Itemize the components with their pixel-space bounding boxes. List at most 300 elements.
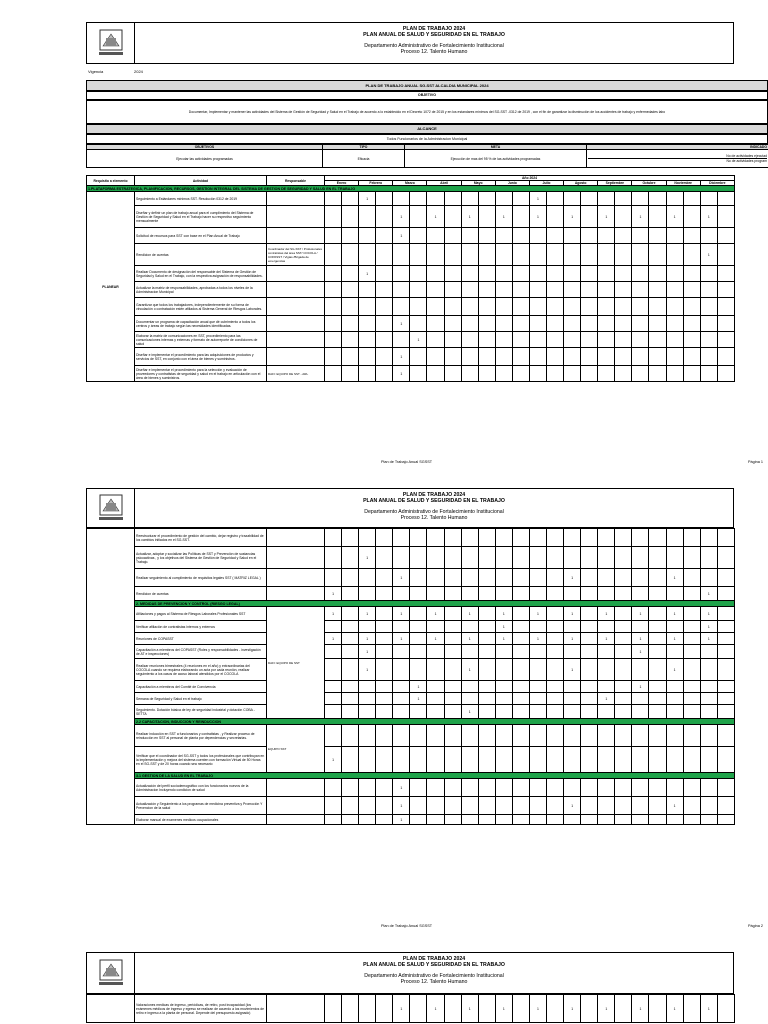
- schedule-cell: [444, 316, 461, 332]
- schedule-cell: [717, 621, 734, 633]
- schedule-cell: [547, 587, 564, 601]
- header-subtitle: PLAN ANUAL DE SALUD Y SEGURIDAD EN EL TRABAJO: [363, 962, 505, 968]
- schedule-cell: [478, 621, 495, 633]
- schedule-cell: [512, 206, 529, 228]
- responsable-cell: [267, 298, 325, 316]
- schedule-cell: 1: [598, 693, 615, 705]
- schedule-cell: [547, 266, 564, 282]
- schedule-cell: [410, 244, 427, 266]
- schedule-cell: [461, 779, 478, 797]
- schedule-cell: [427, 298, 444, 316]
- schedule-cell: [325, 316, 342, 332]
- month-header: Octubre: [632, 181, 666, 186]
- schedule-cell: [393, 529, 410, 547]
- schedule-cell: [410, 633, 427, 645]
- schedule-cell: [581, 747, 598, 773]
- schedule-cell: [683, 282, 700, 298]
- activity-cell: Reuniones de COPASST: [135, 633, 267, 645]
- schedule-cell: [512, 747, 529, 773]
- schedule-cell: [376, 693, 393, 705]
- schedule-cell: [495, 298, 512, 316]
- schedule-cell: [444, 244, 461, 266]
- schedule-cell: [581, 779, 598, 797]
- section-header: 2. MEDIDAS DE PREVENCION Y CONTROL (RIESGO LEGAL): [135, 601, 735, 607]
- schedule-cell: [444, 797, 461, 815]
- schedule-cell: [683, 298, 700, 316]
- schedule-cell: [666, 693, 683, 705]
- schedule-cell: [512, 192, 529, 206]
- schedule-cell: [598, 366, 615, 382]
- activity-cell: Garantizar que todos los trabajadores, independientemente de su forma de vinculación o contratación estén afiliados al Sistema General de Riesgos Laborales.: [135, 298, 267, 316]
- schedule-cell: [461, 815, 478, 825]
- schedule-cell: [495, 693, 512, 705]
- schedule-cell: [581, 348, 598, 366]
- schedule-cell: 1: [410, 681, 427, 693]
- schedule-cell: [393, 282, 410, 298]
- schedule-cell: [342, 587, 359, 601]
- schedule-cell: [581, 569, 598, 587]
- schedule-cell: [444, 366, 461, 382]
- schedule-cell: [683, 192, 700, 206]
- schedule-cell: [564, 366, 581, 382]
- schedule-cell: 1: [359, 633, 376, 645]
- schedule-cell: [427, 316, 444, 332]
- schedule-cell: [564, 529, 581, 547]
- responsable-cell: [267, 547, 325, 569]
- schedule-cell: [461, 621, 478, 633]
- schedule-cell: [581, 266, 598, 282]
- schedule-cell: [461, 645, 478, 659]
- header-process: Proceso 12. Talento Humano: [400, 49, 468, 55]
- schedule-cell: 1: [666, 206, 683, 228]
- schedule-cell: 1: [393, 316, 410, 332]
- schedule-cell: [615, 348, 632, 366]
- schedule-cell: [598, 192, 615, 206]
- schedule-cell: [495, 815, 512, 825]
- objetivo-value: Ejecutar las actividades programadas: [87, 150, 323, 168]
- schedule-cell: [495, 228, 512, 244]
- schedule-cell: [547, 607, 564, 621]
- schedule-cell: [598, 529, 615, 547]
- schedule-cell: [683, 725, 700, 747]
- schedule-cell: [359, 621, 376, 633]
- schedule-cell: 1: [564, 206, 581, 228]
- responsable-header: Responsable: [267, 176, 325, 186]
- schedule-cell: [649, 348, 666, 366]
- schedule-cell: [376, 547, 393, 569]
- schedule-cell: [547, 282, 564, 298]
- schedule-cell: [444, 266, 461, 282]
- schedule-cell: [342, 633, 359, 645]
- schedule-cell: [410, 995, 427, 1023]
- schedule-cell: [393, 659, 410, 681]
- schedule-cell: [581, 282, 598, 298]
- schedule-cell: [325, 797, 342, 815]
- schedule-cell: [495, 348, 512, 366]
- schedule-cell: [615, 266, 632, 282]
- schedule-cell: [410, 587, 427, 601]
- schedule-cell: [700, 779, 717, 797]
- schedule-cell: [700, 725, 717, 747]
- schedule-cell: [717, 282, 734, 298]
- schedule-cell: [495, 282, 512, 298]
- schedule-cell: [512, 815, 529, 825]
- schedule-cell: [342, 547, 359, 569]
- schedule-cell: [342, 725, 359, 747]
- schedule-cell: [632, 693, 649, 705]
- schedule-cell: [427, 529, 444, 547]
- schedule-cell: [325, 348, 342, 366]
- schedule-cell: [683, 797, 700, 815]
- schedule-cell: [529, 725, 546, 747]
- schedule-cell: 1: [393, 569, 410, 587]
- schedule-cell: [666, 228, 683, 244]
- schedule-cell: [410, 298, 427, 316]
- schedule-cell: [529, 621, 546, 633]
- schedule-cell: [683, 659, 700, 681]
- schedule-cell: [376, 815, 393, 825]
- schedule-cell: [615, 681, 632, 693]
- schedule-cell: [325, 645, 342, 659]
- schedule-cell: [564, 348, 581, 366]
- schedule-cell: [700, 298, 717, 316]
- schedule-cell: [632, 705, 649, 719]
- meta-value: Ejecución de mas del 95 % de las actividades programadas: [405, 150, 587, 168]
- schedule-cell: [342, 797, 359, 815]
- schedule-cell: [666, 298, 683, 316]
- schedule-cell: [444, 607, 461, 621]
- schedule-cell: [564, 645, 581, 659]
- schedule-cell: [547, 316, 564, 332]
- schedule-cell: [359, 693, 376, 705]
- schedule-cell: 1: [564, 797, 581, 815]
- schedule-cell: [700, 797, 717, 815]
- schedule-cell: [512, 633, 529, 645]
- activity-cell: Diseñar y definir un plan de trabajo anual para el cumplimiento del Sistema de Gestión de Seguridad y Salud en el Trabajo hacer su respectivo seguimiento mensualmente: [135, 206, 267, 228]
- schedule-cell: [649, 206, 666, 228]
- schedule-cell: [615, 206, 632, 228]
- municipal-logo: [87, 489, 135, 527]
- schedule-cell: [325, 569, 342, 587]
- schedule-cell: [700, 645, 717, 659]
- schedule-cell: 1: [666, 607, 683, 621]
- schedule-cell: [444, 348, 461, 366]
- schedule-cell: [359, 681, 376, 693]
- responsable-cell: [267, 529, 325, 547]
- schedule-cell: [444, 547, 461, 569]
- schedule-cell: [359, 815, 376, 825]
- schedule-cell: [717, 192, 734, 206]
- schedule-cell: [632, 797, 649, 815]
- schedule-cell: [427, 547, 444, 569]
- schedule-cell: [581, 366, 598, 382]
- schedule-cell: [410, 547, 427, 569]
- schedule-cell: [547, 747, 564, 773]
- activity-cell: Elaborar manual de examenes medicos ocupacionales: [135, 815, 267, 825]
- schedule-cell: [615, 725, 632, 747]
- schedule-cell: [512, 244, 529, 266]
- schedule-cell: [410, 621, 427, 633]
- schedule-cell: [615, 366, 632, 382]
- schedule-cell: 1: [666, 659, 683, 681]
- schedule-cell: 1: [495, 206, 512, 228]
- schedule-cell: [717, 815, 734, 825]
- schedule-cell: [376, 266, 393, 282]
- schedule-cell: [512, 332, 529, 348]
- schedule-cell: [666, 681, 683, 693]
- schedule-cell: [359, 797, 376, 815]
- schedule-cell: [512, 659, 529, 681]
- schedule-cell: [376, 332, 393, 348]
- schedule-cell: [717, 332, 734, 348]
- plan-title: PLAN DE TRABAJO ANUAL SG-SST ALCALDIA MUNICIPAL 2024: [86, 80, 768, 91]
- schedule-cell: [615, 244, 632, 266]
- schedule-cell: [632, 192, 649, 206]
- tipo-value: Eficacia: [323, 150, 405, 168]
- schedule-cell: [512, 228, 529, 244]
- schedule-cell: [649, 693, 666, 705]
- schedule-cell: [615, 621, 632, 633]
- schedule-cell: [512, 797, 529, 815]
- responsable-cell: [267, 995, 325, 1023]
- schedule-cell: 1: [393, 995, 410, 1023]
- schedule-cell: [325, 192, 342, 206]
- schedule-cell: [342, 332, 359, 348]
- schedule-cell: [410, 192, 427, 206]
- schedule-cell: [683, 332, 700, 348]
- schedule-cell: [478, 747, 495, 773]
- municipal-logo: [87, 23, 135, 63]
- schedule-cell: [478, 693, 495, 705]
- schedule-cell: [410, 206, 427, 228]
- schedule-cell: [359, 725, 376, 747]
- schedule-cell: 1: [410, 332, 427, 348]
- schedule-cell: [478, 633, 495, 645]
- schedule-cell: 1: [632, 206, 649, 228]
- schedule-cell: [598, 659, 615, 681]
- schedule-cell: [683, 529, 700, 547]
- schedule-cell: [393, 587, 410, 601]
- schedule-cell: [444, 747, 461, 773]
- schedule-cell: [427, 779, 444, 797]
- schedule-cell: [717, 659, 734, 681]
- schedule-cell: [717, 705, 734, 719]
- schedule-cell: [700, 332, 717, 348]
- schedule-cell: [512, 779, 529, 797]
- schedule-cell: [325, 681, 342, 693]
- schedule-cell: [478, 705, 495, 719]
- schedule-cell: [615, 282, 632, 298]
- schedule-cell: 1: [700, 206, 717, 228]
- schedule-cell: [325, 547, 342, 569]
- schedule-cell: [598, 725, 615, 747]
- schedule-cell: [478, 298, 495, 316]
- schedule-cell: [581, 228, 598, 244]
- schedule-cell: [700, 659, 717, 681]
- schedule-cell: [495, 681, 512, 693]
- responsable-cell: [267, 587, 325, 601]
- schedule-cell: [376, 607, 393, 621]
- header-process: Proceso 12. Talento Humano: [400, 515, 468, 521]
- schedule-cell: [342, 693, 359, 705]
- schedule-cell: [461, 529, 478, 547]
- schedule-cell: [717, 681, 734, 693]
- schedule-cell: [598, 621, 615, 633]
- schedule-cell: [683, 645, 700, 659]
- responsable-cell: [267, 815, 325, 825]
- schedule-cell: [666, 316, 683, 332]
- schedule-cell: [564, 244, 581, 266]
- schedule-cell: [632, 332, 649, 348]
- schedule-cell: [632, 366, 649, 382]
- schedule-cell: 1: [666, 995, 683, 1023]
- schedule-cell: [683, 705, 700, 719]
- schedule-cell: [547, 228, 564, 244]
- schedule-cell: [444, 192, 461, 206]
- schedule-cell: [427, 266, 444, 282]
- schedule-cell: [495, 797, 512, 815]
- schedule-cell: [683, 266, 700, 282]
- schedule-cell: [461, 316, 478, 332]
- schedule-cell: [410, 266, 427, 282]
- schedule-cell: [512, 266, 529, 282]
- schedule-cell: [615, 995, 632, 1023]
- schedule-cell: 1: [427, 633, 444, 645]
- schedule-cell: [512, 348, 529, 366]
- schedule-cell: 1: [632, 607, 649, 621]
- schedule-cell: [700, 192, 717, 206]
- schedule-cell: [581, 797, 598, 815]
- schedule-cell: 1: [359, 659, 376, 681]
- schedule-cell: [461, 366, 478, 382]
- schedule-cell: [325, 659, 342, 681]
- schedule-cell: 1: [700, 587, 717, 601]
- responsable-cell: [267, 206, 325, 228]
- schedule-cell: [342, 206, 359, 228]
- schedule-cell: [717, 645, 734, 659]
- responsable-cell: [267, 332, 325, 348]
- schedule-cell: [444, 659, 461, 681]
- footer-page-number: Página 2: [748, 924, 763, 928]
- schedule-cell: [529, 332, 546, 348]
- schedule-cell: [717, 607, 734, 621]
- schedule-cell: [325, 693, 342, 705]
- schedule-cell: [547, 206, 564, 228]
- schedule-cell: 1: [564, 659, 581, 681]
- schedule-cell: [564, 332, 581, 348]
- schedule-cell: [376, 995, 393, 1023]
- schedule-cell: [325, 725, 342, 747]
- schedule-cell: [427, 228, 444, 244]
- schedule-cell: [547, 298, 564, 316]
- schedule-cell: [376, 797, 393, 815]
- schedule-cell: [700, 815, 717, 825]
- coat-of-arms-icon: [94, 491, 128, 525]
- schedule-cell: [495, 266, 512, 282]
- schedule-cell: [342, 815, 359, 825]
- activity-cell: Seguimiento. Dotación básica de ley de seguridad industrial y dotación COBA -SETTA: [135, 705, 267, 719]
- activity-cell: Realizar reuniones bimestrales (4 reuniones en el año) y extraordinarias del COCOLA cuando se requiera elaborando un acta por cada reunión, realizar seguimiento a los casos de acoso laboral atendidos por el COCOLA: [135, 659, 267, 681]
- schedule-cell: [564, 747, 581, 773]
- schedule-cell: [649, 621, 666, 633]
- schedule-cell: [325, 705, 342, 719]
- activity-cell: Realizar Documento de designación del responsable del Sistema de Gestión de Seguridad y Salud en el Trabajo, con la respectiva asignación de responsabilidades.: [135, 266, 267, 282]
- header-department: Departamento Administrativo de Fortalecimiento Institucional: [364, 973, 504, 979]
- schedule-cell: [529, 681, 546, 693]
- schedule-cell: [598, 332, 615, 348]
- schedule-cell: [598, 587, 615, 601]
- schedule-cell: [342, 659, 359, 681]
- schedule-cell: [393, 332, 410, 348]
- schedule-cell: [666, 366, 683, 382]
- schedule-cell: [649, 705, 666, 719]
- activity-cell: Rendicion de cuentas: [135, 587, 267, 601]
- schedule-cell: [717, 547, 734, 569]
- schedule-cell: [564, 621, 581, 633]
- schedule-cell: [410, 607, 427, 621]
- schedule-cell: [683, 547, 700, 569]
- schedule-cell: [564, 316, 581, 332]
- schedule-cell: [325, 366, 342, 382]
- schedule-cell: [444, 569, 461, 587]
- schedule-cell: [478, 332, 495, 348]
- page-header: [86, 488, 734, 528]
- schedule-cell: 1: [529, 607, 546, 621]
- schedule-cell: [325, 266, 342, 282]
- month-header: Julio: [529, 181, 563, 186]
- schedule-cell: [495, 547, 512, 569]
- schedule-cell: [376, 569, 393, 587]
- schedule-cell: [342, 316, 359, 332]
- month-header: Junio: [495, 181, 529, 186]
- schedule-cell: [564, 779, 581, 797]
- schedule-cell: [598, 547, 615, 569]
- goals-table: [86, 144, 768, 168]
- schedule-cell: [649, 366, 666, 382]
- schedule-cell: [615, 332, 632, 348]
- schedule-cell: [581, 316, 598, 332]
- schedule-cell: [581, 659, 598, 681]
- schedule-cell: [461, 282, 478, 298]
- schedule-cell: [410, 659, 427, 681]
- schedule-cell: [598, 348, 615, 366]
- header-department: Departamento Administrativo de Fortalecimiento Institucional: [364, 509, 504, 515]
- schedule-cell: [393, 266, 410, 282]
- schedule-cell: [666, 645, 683, 659]
- schedule-cell: [325, 206, 342, 228]
- objetivo-label: OBJETIVO: [86, 91, 768, 100]
- schedule-cell: [683, 681, 700, 693]
- schedule-cell: [512, 725, 529, 747]
- schedule-cell: [478, 995, 495, 1023]
- schedule-cell: [649, 316, 666, 332]
- schedule-cell: [632, 815, 649, 825]
- schedule-cell: [410, 316, 427, 332]
- schedule-cell: [615, 747, 632, 773]
- activity-cell: Diseñar e implementar el procedimiento para la selección y evaluación de proveedores y contratistas de seguridad y salud en el trabajo en articulación con el área de bienes y suministros.: [135, 366, 267, 382]
- schedule-cell: [325, 621, 342, 633]
- schedule-cell: 1: [393, 206, 410, 228]
- requisito-header: Requisito a elemento: [87, 176, 135, 186]
- schedule-cell: [666, 747, 683, 773]
- schedule-cell: [376, 681, 393, 693]
- schedule-cell: [547, 529, 564, 547]
- section-header: 3.1 GESTION DE LA SALUD EN EL TRABAJO: [135, 773, 735, 779]
- schedule-cell: [478, 659, 495, 681]
- schedule-cell: [376, 633, 393, 645]
- schedule-cell: [376, 779, 393, 797]
- schedule-cell: [410, 645, 427, 659]
